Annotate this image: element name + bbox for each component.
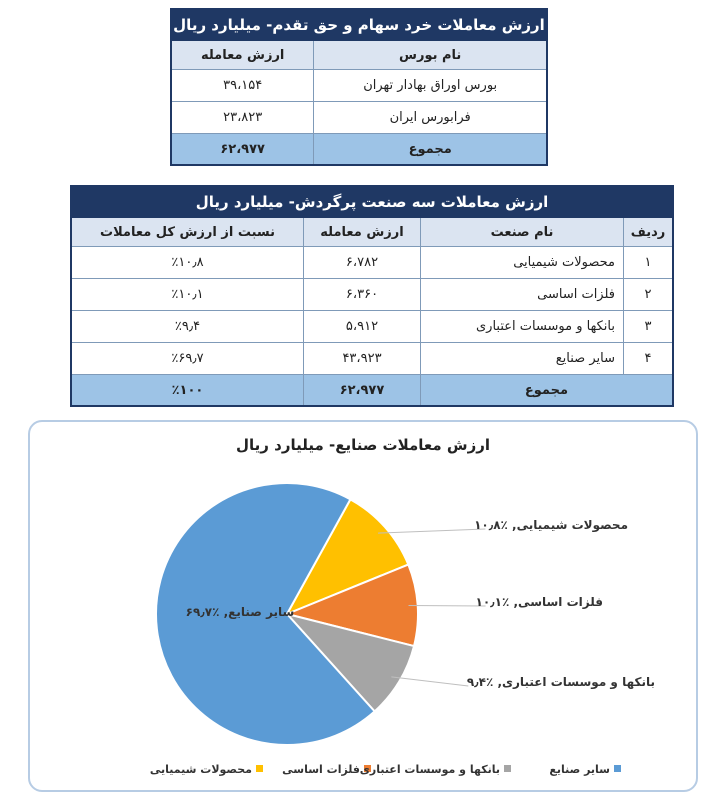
header-industry-name: نام صنعت — [421, 218, 624, 247]
legend-label: سایر صنایع — [549, 763, 610, 776]
share-value: ٪۹٫۴ — [71, 311, 304, 343]
trade-value: ۶،۳۶۰ — [304, 279, 421, 311]
table-row — [71, 343, 673, 375]
pie-chart — [30, 422, 696, 790]
data-label: فلزات اساسی, ٪۱۰٫۱ — [475, 595, 603, 609]
leader-line — [378, 529, 485, 533]
table-row — [71, 311, 673, 343]
exchange-table-title: ارزش معاملات خرد سهام و حق تقدم- میلیارد ریال — [171, 9, 547, 41]
data-label: سایر صنایع, ٪۶۹٫۷ — [185, 605, 295, 619]
pie-chart-panel — [28, 420, 698, 792]
table-row — [171, 102, 547, 134]
industry-name: محصولات شیمیایی — [421, 247, 624, 279]
exchange-name: فرابورس ایران — [314, 102, 547, 134]
trade-value: ۴۳،۹۲۳ — [304, 343, 421, 375]
header-share: نسبت از ارزش کل معاملات — [71, 218, 304, 247]
share-value: ٪۱۰٫۸ — [71, 247, 304, 279]
total-value: ۶۲،۹۷۷ — [171, 134, 314, 166]
trade-value: ۵،۹۱۲ — [304, 311, 421, 343]
header-row-index: ردیف — [624, 218, 674, 247]
total-row — [171, 134, 547, 166]
total-row — [71, 375, 673, 407]
table-row — [71, 247, 673, 279]
leader-line — [409, 605, 486, 606]
table-row — [171, 70, 547, 102]
row-index: ۳ — [624, 311, 674, 343]
trade-value: ۶،۷۸۲ — [304, 247, 421, 279]
industry-table-title: ارزش معاملات سه صنعت پرگردش- میلیارد ریال — [71, 186, 673, 218]
legend-swatch — [256, 765, 263, 772]
total-value: ۶۲،۹۷۷ — [304, 375, 421, 407]
data-label: محصولات شیمیایی, ٪۱۰٫۸ — [474, 518, 628, 532]
exchange-name: بورس اوراق بهادار تهران — [314, 70, 547, 102]
share-value: ٪۱۰٫۱ — [71, 279, 304, 311]
industry-table — [70, 185, 674, 407]
industry-name: سایر صنایع — [421, 343, 624, 375]
header-trade-value: ارزش معامله — [304, 218, 421, 247]
data-label: بانکها و موسسات اعتباری, ٪۹٫۴ — [466, 675, 655, 689]
chart-title: ارزش معاملات صنایع- میلیارد ریال — [235, 436, 491, 454]
header-trade-value: ارزش معامله — [171, 41, 314, 70]
industry-name: بانکها و موسسات اعتباری — [421, 311, 624, 343]
legend-swatch — [504, 765, 511, 772]
row-index: ۱ — [624, 247, 674, 279]
trade-value: ۲۳،۸۲۳ — [171, 102, 314, 134]
table-row — [71, 279, 673, 311]
total-share: ٪۱۰۰ — [71, 375, 304, 407]
header-exchange-name: نام بورس — [314, 41, 547, 70]
legend-swatch — [614, 765, 621, 772]
exchange-table — [170, 8, 548, 166]
row-index: ۴ — [624, 343, 674, 375]
total-label: مجموع — [314, 134, 547, 166]
legend-label: محصولات شیمیایی — [149, 763, 252, 776]
leader-line — [391, 677, 468, 686]
legend-label: فلزات اساسی — [282, 763, 360, 776]
total-label: مجموع — [421, 375, 674, 407]
trade-value: ۳۹،۱۵۴ — [171, 70, 314, 102]
industry-name: فلزات اساسی — [421, 279, 624, 311]
row-index: ۲ — [624, 279, 674, 311]
legend-label: بانکها و موسسات اعتباری — [359, 763, 500, 776]
share-value: ٪۶۹٫۷ — [71, 343, 304, 375]
